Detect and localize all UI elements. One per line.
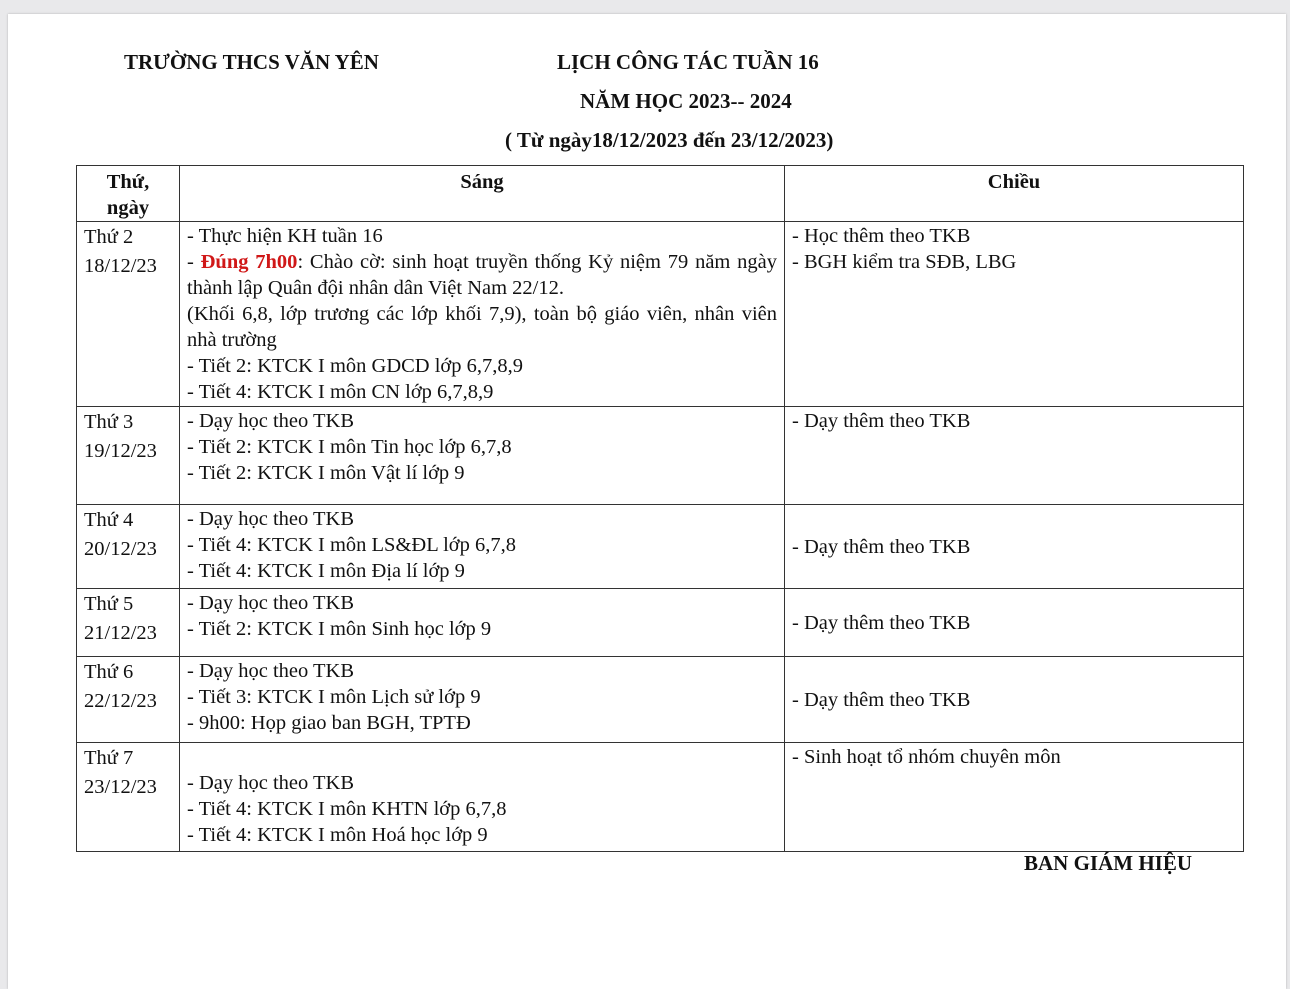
weekday: Thứ 2 (84, 226, 134, 248)
day-cell (77, 407, 180, 505)
blank-line (187, 744, 777, 770)
weekday: Thứ 6 (84, 661, 134, 683)
signoff: BAN GIÁM HIỆU (1024, 851, 1193, 875)
list-item: - Tiết 2: KTCK I môn Vật lí lớp 9 (187, 462, 465, 484)
date: 23/12/23 (84, 776, 157, 798)
date: 19/12/23 (84, 440, 157, 462)
date: 20/12/23 (84, 538, 157, 560)
list-item: - Tiết 2: KTCK I môn Sinh học lớp 9 (187, 618, 492, 640)
list-item: - Tiết 4: KTCK I môn Địa lí lớp 9 (187, 560, 465, 582)
schedule-table (76, 165, 1244, 852)
list-item: - Tiết 4: KTCK I môn KHTN lớp 6,7,8 (187, 798, 507, 820)
afternoon-cell (785, 743, 1244, 852)
morning-cell (180, 743, 785, 852)
list-item: - Tiết 3: KTCK I môn Lịch sử lớp 9 (187, 686, 481, 708)
table-row (77, 657, 1244, 743)
table-row (77, 222, 1244, 407)
table-header-row (77, 166, 1244, 222)
list-item: - Thực hiện KH tuần 16 (187, 225, 383, 247)
weekday: Thứ 5 (84, 593, 134, 615)
weekday: Thứ 3 (84, 411, 134, 433)
day-cell (77, 589, 180, 657)
day-cell (77, 222, 180, 407)
list-item: (Khối 6,8, lớp trương các lớp khối 7,9), toàn bộ giáo viên, nhân viên nhà trường (187, 303, 777, 351)
list-item: - Dạy thêm theo TKB (792, 612, 971, 634)
list-item: - Tiết 2: KTCK I môn Tin học lớp 6,7,8 (187, 436, 512, 458)
time-highlight: Đúng 7h00 (200, 251, 298, 273)
list-item: - Dạy học theo TKB (187, 660, 355, 682)
date: 22/12/23 (84, 690, 157, 712)
date: 21/12/23 (84, 622, 157, 644)
list-item: - Dạy học theo TKB (187, 772, 355, 794)
item-text: : Chào cờ: sinh hoạt truyền thống Kỷ niệm 79 năm ngày thành lập Quân đội nhân dân Việt Nam 22/12. (187, 251, 778, 299)
day-cell (77, 657, 180, 743)
bullet: - (187, 251, 201, 273)
morning-cell (180, 505, 785, 589)
morning-cell (180, 222, 785, 407)
list-item: - Dạy thêm theo TKB (792, 536, 971, 558)
weekday: Thứ 4 (84, 509, 134, 531)
list-item: - Sinh hoạt tổ nhóm chuyên môn (792, 746, 1061, 768)
list-item: - Tiết 4: KTCK I môn LS&ĐL lớp 6,7,8 (187, 534, 516, 556)
column-header-morning: Sáng (180, 166, 785, 222)
school-name: TRƯỜNG THCS VĂN YÊN (124, 50, 379, 74)
afternoon-cell (785, 407, 1244, 505)
list-item: - BGH kiểm tra SĐB, LBG (792, 251, 1017, 273)
day-cell (77, 743, 180, 852)
table-row (77, 589, 1244, 657)
list-item: - Học thêm theo TKB (792, 225, 971, 247)
afternoon-cell (785, 222, 1244, 407)
school-year: NĂM HỌC 2023-- 2024 (580, 89, 792, 113)
table-row (77, 743, 1244, 852)
list-item: - Dạy học theo TKB (187, 592, 355, 614)
afternoon-cell (785, 589, 1244, 657)
date: 18/12/23 (84, 255, 157, 277)
list-item: - Dạy học theo TKB (187, 410, 355, 432)
list-item: - Tiết 2: KTCK I môn GDCD lớp 6,7,8,9 (187, 355, 524, 377)
list-item: - 9h00: Họp giao ban BGH, TPTĐ (187, 712, 471, 734)
afternoon-cell (785, 657, 1244, 743)
list-item: - Tiết 4: KTCK I môn CN lớp 6,7,8,9 (187, 381, 494, 403)
morning-cell (180, 589, 785, 657)
list-item: - Tiết 4: KTCK I môn Hoá học lớp 9 (187, 824, 488, 846)
column-header-day: Thứ, ngày (77, 166, 180, 222)
morning-cell (180, 407, 785, 505)
table-row (77, 505, 1244, 589)
list-item: - Dạy học theo TKB (187, 508, 355, 530)
column-header-afternoon: Chiều (785, 166, 1244, 222)
list-item: - Dạy thêm theo TKB (792, 410, 971, 432)
weekday: Thứ 7 (84, 747, 134, 769)
list-item (187, 249, 777, 301)
morning-cell (180, 657, 785, 743)
date-range: ( Từ ngày18/12/2023 đến 23/12/2023) (505, 128, 834, 152)
schedule-title: LỊCH CÔNG TÁC TUẦN 16 (557, 50, 819, 74)
afternoon-cell (785, 505, 1244, 589)
document-page (8, 14, 1286, 989)
list-item: - Dạy thêm theo TKB (792, 689, 971, 711)
table-row (77, 407, 1244, 505)
day-cell (77, 505, 180, 589)
